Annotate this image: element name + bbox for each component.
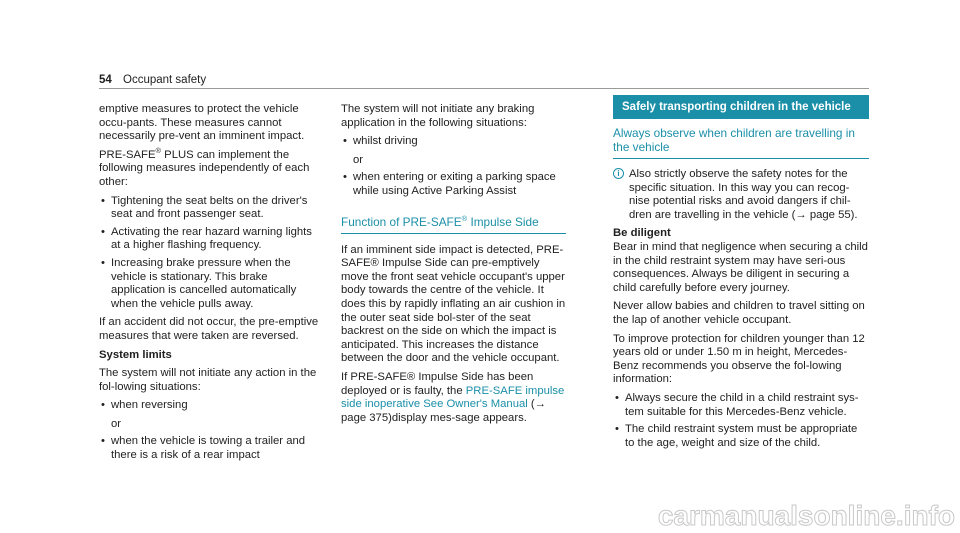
list-item: • whilst driving [341,135,566,149]
bullet-list [341,171,566,198]
paragraph: If an imminent side impact is detected, PRE-SAFE® Impulse Side can pre-emptively move the front seat vehicle occupant's upper body towards the centre of the vehicle. It does this by rapidly inflating an air cushion in the outer seat side bol-ster of the seat backrest on the side on which the impact is anticipated. This increases the distance between the door and the vehicle occupant. [341,243,566,365]
bullet-list [613,392,869,450]
list-item: • The child restraint system must be appropriate to the age, weight and size of the child. [613,423,869,450]
section-banner: Safely transporting children in the vehicle [613,95,869,119]
text-span: PRE-SAFE [99,148,156,161]
paragraph: The system will not initiate any action in the fol-lowing situations: [99,367,317,393]
text-span: If PRE-SAFE® Impulse Side has been deployed or is faulty, the [341,370,534,397]
or-separator: or [111,417,122,430]
column-right [613,103,869,455]
paragraph: emptive measures to protect the vehicle occu-pants. These measures cannot necessarily pre-vent an imminent impact. [99,103,305,143]
section-title: Occupant safety [123,74,207,86]
text-span: Impulse Side [467,214,539,229]
section-heading: Be diligent [613,227,671,240]
note-block [613,168,869,222]
watermark-text: carmanualsonline.info [657,500,955,531]
column-left [99,103,321,468]
paragraph: If an accident did not occur, the pre-emptive measures that were taken are reversed. [99,316,319,342]
list-item: • Increasing brake pressure when the vehicle is stationary. This brake application is cancelled automatically when the vehicle pulls away. [99,257,321,311]
paragraph [341,371,566,425]
paragraph: Never allow babies and children to travel sitting on the lap of another vehicle occupant. [613,300,865,326]
subsection-heading [341,215,566,234]
bullet-list [341,135,566,149]
column-middle [341,103,566,430]
info-icon: i [613,168,624,179]
list-item: • Tightening the seat belts on the driver's seat and front passenger seat. [99,195,321,222]
registered-mark: ® [155,146,162,156]
paragraph: Bear in mind that negligence when securing a child in the child restraint system may have seri-ous consequences. Always be diligent in securing a child carefully before every journey. [613,240,868,294]
bullet-list [99,195,321,312]
subsection-heading: Always observe when children are travelling in the vehicle [613,126,869,159]
section-heading: System limits [99,348,172,361]
header-divider [99,88,869,89]
paragraph: To improve protection for children younger than 12 years old or under 1.50 m in height, Mercedes-Benz recommends you observe the fol-lowing information: [613,332,865,386]
paragraph [99,146,321,190]
text-span: (→ page 375)display mes-sage appears. [341,398,546,424]
watermark-logo [630,497,960,533]
list-item: • when reversing [99,399,321,413]
note-text: Also strictly observe the safety notes for the specific situation. In this way you can recog-nise potential risks and avoid dangers if chil-dren are travelling in the vehicle (→ page 55). [629,168,858,221]
text-span: Function of PRE-SAFE [341,214,462,229]
list-item: • when the vehicle is towing a trailer and there is a risk of a rear impact [99,435,321,462]
bullet-list [99,435,321,462]
text-span: PLUS can implement the following measures independently of each other: [99,148,310,188]
bullet-list [99,399,321,413]
display-message-link[interactable]: PRE-SAFE impulse side inoperative See Owner's Manual [341,384,565,411]
page-header [99,74,206,88]
list-item: • Always secure the child in a child restraint sys-tem suitable for this Mercedes-Benz vehicle. [613,392,869,419]
or-separator: or [353,153,364,166]
list-item: • Activating the rear hazard warning lights at a higher flashing frequency. [99,226,321,253]
paragraph: The system will not initiate any braking application in the following situations: [341,103,535,129]
list-item: • when entering or exiting a parking space while using Active Parking Assist [341,171,566,198]
registered-mark: ® [461,213,468,223]
page-number: 54 [99,74,112,86]
